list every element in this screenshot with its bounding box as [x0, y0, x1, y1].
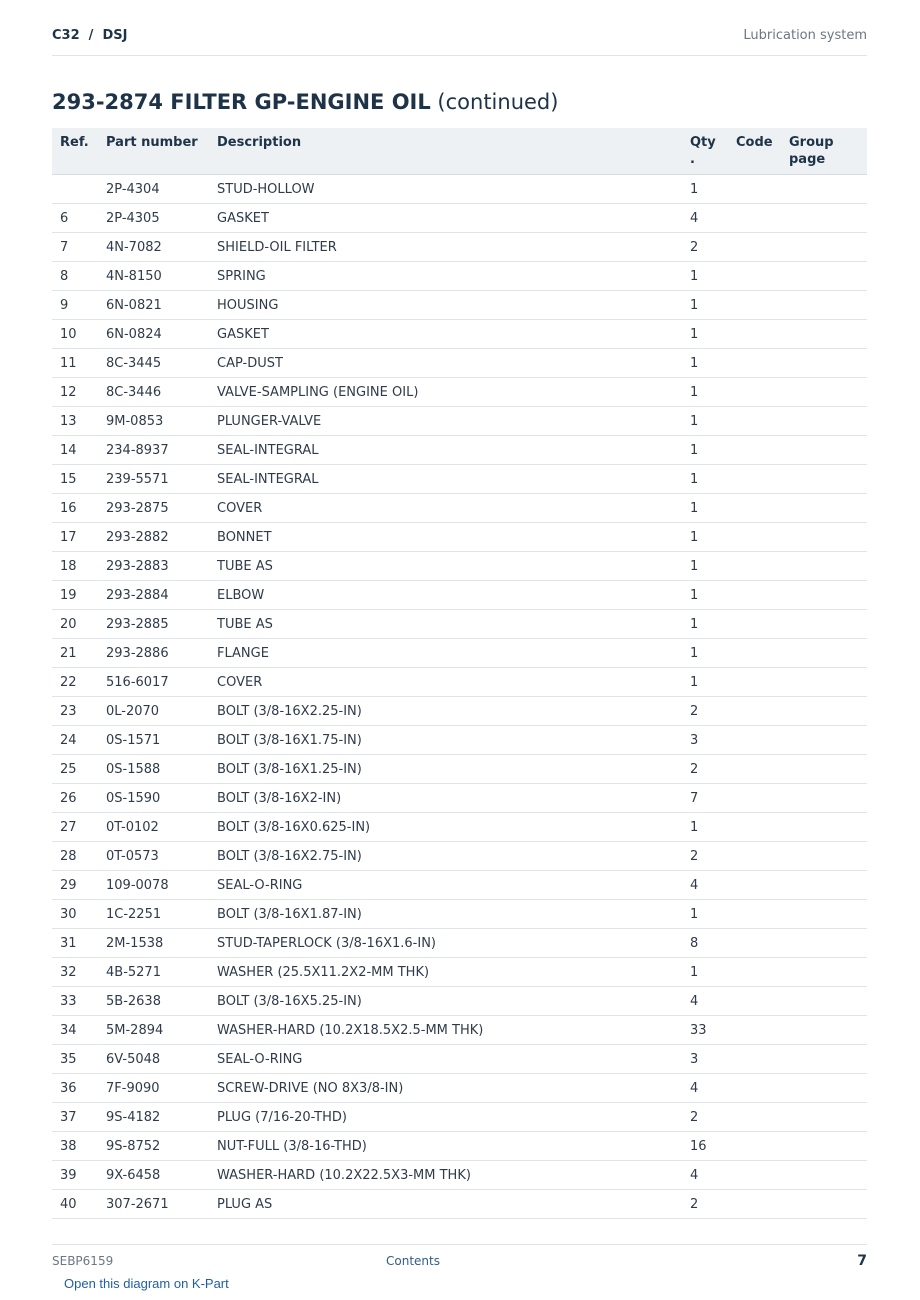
- qty-cell: 1: [682, 958, 728, 987]
- qty-cell: 2: [682, 697, 728, 726]
- part-number-cell: 0T-0573: [98, 842, 209, 871]
- qty-cell: 16: [682, 1132, 728, 1161]
- ref-cell: 40: [52, 1190, 98, 1219]
- breadcrumb: C32 / DSJ: [52, 28, 128, 43]
- part-number-cell: 293-2884: [98, 581, 209, 610]
- ref-cell: 30: [52, 900, 98, 929]
- group-page-cell: [781, 1016, 867, 1045]
- qty-cell: 1: [682, 552, 728, 581]
- table-row: [52, 1103, 867, 1132]
- ref-cell: 19: [52, 581, 98, 610]
- code-cell: [728, 320, 781, 349]
- col-code: Code: [728, 128, 781, 175]
- code-cell: [728, 1190, 781, 1219]
- code-cell: [728, 233, 781, 262]
- qty-cell: 1: [682, 900, 728, 929]
- part-number-cell: 0L-2070: [98, 697, 209, 726]
- ref-cell: 38: [52, 1132, 98, 1161]
- part-number-cell: 293-2883: [98, 552, 209, 581]
- code-cell: [728, 262, 781, 291]
- page-footer: [52, 1244, 867, 1275]
- part-number-cell: 0S-1571: [98, 726, 209, 755]
- description-cell: BOLT (3/8-16X0.625-IN): [209, 813, 682, 842]
- group-page-cell: [781, 958, 867, 987]
- part-number-cell: 4N-7082: [98, 233, 209, 262]
- qty-cell: 1: [682, 262, 728, 291]
- code-cell: [728, 1074, 781, 1103]
- open-kpart-link[interactable]: Open this diagram on K-Part: [64, 1276, 229, 1291]
- part-number-cell: 6N-0824: [98, 320, 209, 349]
- qty-cell: 3: [682, 726, 728, 755]
- qty-cell: 1: [682, 407, 728, 436]
- ref-cell: [52, 175, 98, 204]
- qty-cell: 1: [682, 175, 728, 204]
- group-page-cell: [781, 639, 867, 668]
- qty-cell: 1: [682, 291, 728, 320]
- part-number-cell: 4B-5271: [98, 958, 209, 987]
- table-row: [52, 610, 867, 639]
- col-group-page: Group page: [781, 128, 867, 175]
- part-number-cell: 0S-1590: [98, 784, 209, 813]
- qty-cell: 4: [682, 204, 728, 233]
- qty-cell: 1: [682, 349, 728, 378]
- description-cell: STUD-HOLLOW: [209, 175, 682, 204]
- part-number-cell: 307-2671: [98, 1190, 209, 1219]
- ref-cell: 8: [52, 262, 98, 291]
- parts-table: [52, 128, 867, 1219]
- description-cell: SCREW-DRIVE (NO 8X3/8-IN): [209, 1074, 682, 1103]
- qty-cell: 2: [682, 842, 728, 871]
- part-number-cell: 109-0078: [98, 871, 209, 900]
- group-page-cell: [781, 320, 867, 349]
- group-page-cell: [781, 784, 867, 813]
- ref-cell: 27: [52, 813, 98, 842]
- section-name: Lubrication system: [743, 28, 867, 43]
- description-cell: GASKET: [209, 320, 682, 349]
- code-cell: [728, 726, 781, 755]
- description-cell: TUBE AS: [209, 552, 682, 581]
- col-part-number: Part number: [98, 128, 209, 175]
- group-page-cell: [781, 1132, 867, 1161]
- ref-cell: 17: [52, 523, 98, 552]
- description-cell: BOLT (3/8-16X1.87-IN): [209, 900, 682, 929]
- description-cell: NUT-FULL (3/8-16-THD): [209, 1132, 682, 1161]
- ref-cell: 21: [52, 639, 98, 668]
- ref-cell: 31: [52, 929, 98, 958]
- description-cell: HOUSING: [209, 291, 682, 320]
- qty-cell: 33: [682, 1016, 728, 1045]
- part-number-cell: 2P-4305: [98, 204, 209, 233]
- part-number-cell: 2P-4304: [98, 175, 209, 204]
- ref-cell: 11: [52, 349, 98, 378]
- description-cell: SPRING: [209, 262, 682, 291]
- description-cell: PLUG AS: [209, 1190, 682, 1219]
- ref-cell: 20: [52, 610, 98, 639]
- qty-cell: 4: [682, 1161, 728, 1190]
- table-row: [52, 639, 867, 668]
- group-page-cell: [781, 523, 867, 552]
- description-cell: SEAL-O-RING: [209, 871, 682, 900]
- ref-cell: 34: [52, 1016, 98, 1045]
- part-number-cell: 6V-5048: [98, 1045, 209, 1074]
- qty-cell: 1: [682, 378, 728, 407]
- group-page-cell: [781, 1161, 867, 1190]
- qty-cell: 1: [682, 639, 728, 668]
- page-number: 7: [857, 1253, 867, 1269]
- code-cell: [728, 755, 781, 784]
- table-row: [52, 1190, 867, 1219]
- table-row: [52, 436, 867, 465]
- code-cell: [728, 639, 781, 668]
- code-cell: [728, 1132, 781, 1161]
- qty-cell: 1: [682, 523, 728, 552]
- description-cell: VALVE-SAMPLING (ENGINE OIL): [209, 378, 682, 407]
- table-row: [52, 175, 867, 204]
- code-cell: [728, 697, 781, 726]
- code-cell: [728, 784, 781, 813]
- description-cell: BOLT (3/8-16X5.25-IN): [209, 987, 682, 1016]
- qty-cell: 2: [682, 1103, 728, 1132]
- table-row: [52, 378, 867, 407]
- group-page-cell: [781, 552, 867, 581]
- table-row: [52, 929, 867, 958]
- table-row: [52, 1016, 867, 1045]
- description-cell: WASHER-HARD (10.2X22.5X3-MM THK): [209, 1161, 682, 1190]
- qty-cell: 4: [682, 871, 728, 900]
- description-cell: TUBE AS: [209, 610, 682, 639]
- group-page-cell: [781, 900, 867, 929]
- ref-cell: 25: [52, 755, 98, 784]
- col-ref: Ref.: [52, 128, 98, 175]
- ref-cell: 6: [52, 204, 98, 233]
- description-cell: BONNET: [209, 523, 682, 552]
- qty-cell: 1: [682, 813, 728, 842]
- ref-cell: 26: [52, 784, 98, 813]
- code-cell: [728, 349, 781, 378]
- code-cell: [728, 523, 781, 552]
- table-row: [52, 407, 867, 436]
- part-number-cell: 293-2886: [98, 639, 209, 668]
- ref-cell: 37: [52, 1103, 98, 1132]
- description-cell: SEAL-INTEGRAL: [209, 436, 682, 465]
- part-number-cell: 9S-4182: [98, 1103, 209, 1132]
- table-row: [52, 1074, 867, 1103]
- document-id: SEBP6159: [52, 1254, 114, 1268]
- code-cell: [728, 668, 781, 697]
- part-number-cell: 8C-3445: [98, 349, 209, 378]
- group-page-cell: [781, 1074, 867, 1103]
- description-cell: SEAL-O-RING: [209, 1045, 682, 1074]
- code-cell: [728, 204, 781, 233]
- table-row: [52, 320, 867, 349]
- description-cell: GASKET: [209, 204, 682, 233]
- group-page-cell: [781, 726, 867, 755]
- description-cell: SEAL-INTEGRAL: [209, 465, 682, 494]
- part-number-cell: 4N-8150: [98, 262, 209, 291]
- part-number-cell: 6N-0821: [98, 291, 209, 320]
- table-row: [52, 291, 867, 320]
- description-cell: CAP-DUST: [209, 349, 682, 378]
- qty-cell: 1: [682, 581, 728, 610]
- code-cell: [728, 407, 781, 436]
- qty-cell: 4: [682, 1074, 728, 1103]
- code-cell: [728, 987, 781, 1016]
- ref-cell: 12: [52, 378, 98, 407]
- description-cell: PLUG (7/16-20-THD): [209, 1103, 682, 1132]
- part-number-cell: 0S-1588: [98, 755, 209, 784]
- description-cell: BOLT (3/8-16X1.25-IN): [209, 755, 682, 784]
- ref-cell: 13: [52, 407, 98, 436]
- qty-cell: 2: [682, 233, 728, 262]
- code-cell: [728, 581, 781, 610]
- qty-cell: 1: [682, 465, 728, 494]
- col-qty: Qty .: [682, 128, 728, 175]
- group-page-cell: [781, 233, 867, 262]
- qty-cell: 3: [682, 1045, 728, 1074]
- table-row: [52, 697, 867, 726]
- part-number-cell: 1C-2251: [98, 900, 209, 929]
- qty-cell: 1: [682, 610, 728, 639]
- part-number-cell: 516-6017: [98, 668, 209, 697]
- table-row: [52, 726, 867, 755]
- code-cell: [728, 871, 781, 900]
- ref-cell: 14: [52, 436, 98, 465]
- code-cell: [728, 813, 781, 842]
- group-page-cell: [781, 581, 867, 610]
- ref-cell: 28: [52, 842, 98, 871]
- part-number-cell: 0T-0102: [98, 813, 209, 842]
- group-page-cell: [781, 175, 867, 204]
- part-number-cell: 7F-9090: [98, 1074, 209, 1103]
- table-row: [52, 1045, 867, 1074]
- table-row: [52, 1132, 867, 1161]
- description-cell: COVER: [209, 494, 682, 523]
- part-number-cell: 234-8937: [98, 436, 209, 465]
- table-row: [52, 668, 867, 697]
- table-row: [52, 262, 867, 291]
- part-number-cell: 9M-0853: [98, 407, 209, 436]
- ref-cell: 23: [52, 697, 98, 726]
- code-cell: [728, 929, 781, 958]
- group-page-cell: [781, 436, 867, 465]
- table-row: [52, 842, 867, 871]
- part-number-cell: 239-5571: [98, 465, 209, 494]
- code-cell: [728, 175, 781, 204]
- part-number-cell: 5M-2894: [98, 1016, 209, 1045]
- table-row: [52, 987, 867, 1016]
- ref-cell: 32: [52, 958, 98, 987]
- description-cell: BOLT (3/8-16X1.75-IN): [209, 726, 682, 755]
- group-page-cell: [781, 494, 867, 523]
- ref-cell: 15: [52, 465, 98, 494]
- table-row: [52, 204, 867, 233]
- table-row: [52, 900, 867, 929]
- ref-cell: 33: [52, 987, 98, 1016]
- table-row: [52, 871, 867, 900]
- table-row: [52, 494, 867, 523]
- qty-cell: 2: [682, 1190, 728, 1219]
- code-cell: [728, 436, 781, 465]
- description-cell: BOLT (3/8-16X2.25-IN): [209, 697, 682, 726]
- part-number-cell: 9X-6458: [98, 1161, 209, 1190]
- ref-cell: 7: [52, 233, 98, 262]
- code-cell: [728, 1103, 781, 1132]
- group-page-cell: [781, 871, 867, 900]
- group-page-cell: [781, 842, 867, 871]
- table-row: [52, 523, 867, 552]
- group-page-cell: [781, 668, 867, 697]
- code-cell: [728, 378, 781, 407]
- table-row: [52, 784, 867, 813]
- code-cell: [728, 552, 781, 581]
- group-page-cell: [781, 1190, 867, 1219]
- part-number-cell: 2M-1538: [98, 929, 209, 958]
- table-row: [52, 233, 867, 262]
- page-title: [52, 90, 558, 114]
- table-row: [52, 958, 867, 987]
- part-number-cell: 293-2885: [98, 610, 209, 639]
- table-row: [52, 552, 867, 581]
- qty-cell: 1: [682, 494, 728, 523]
- table-row: [52, 465, 867, 494]
- ref-cell: 39: [52, 1161, 98, 1190]
- code-cell: [728, 958, 781, 987]
- ref-cell: 29: [52, 871, 98, 900]
- part-number-cell: 293-2875: [98, 494, 209, 523]
- group-page-cell: [781, 465, 867, 494]
- ref-cell: 10: [52, 320, 98, 349]
- description-cell: BOLT (3/8-16X2-IN): [209, 784, 682, 813]
- ref-cell: 22: [52, 668, 98, 697]
- description-cell: PLUNGER-VALVE: [209, 407, 682, 436]
- table-row: [52, 581, 867, 610]
- code-cell: [728, 900, 781, 929]
- table-row: [52, 813, 867, 842]
- code-cell: [728, 610, 781, 639]
- code-cell: [728, 1016, 781, 1045]
- table-row: [52, 349, 867, 378]
- table-row: [52, 1161, 867, 1190]
- description-cell: COVER: [209, 668, 682, 697]
- ref-cell: 35: [52, 1045, 98, 1074]
- title-main: 293-2874 FILTER GP-ENGINE OIL: [52, 90, 431, 114]
- title-suffix: (continued): [430, 90, 559, 114]
- contents-link[interactable]: Contents: [386, 1254, 440, 1268]
- qty-cell: 4: [682, 987, 728, 1016]
- table-row: [52, 755, 867, 784]
- code-cell: [728, 842, 781, 871]
- description-cell: ELBOW: [209, 581, 682, 610]
- group-page-cell: [781, 929, 867, 958]
- group-page-cell: [781, 291, 867, 320]
- group-page-cell: [781, 204, 867, 233]
- description-cell: FLANGE: [209, 639, 682, 668]
- group-page-cell: [781, 1103, 867, 1132]
- ref-cell: 36: [52, 1074, 98, 1103]
- group-page-cell: [781, 697, 867, 726]
- qty-cell: 8: [682, 929, 728, 958]
- description-cell: BOLT (3/8-16X2.75-IN): [209, 842, 682, 871]
- description-cell: SHIELD-OIL FILTER: [209, 233, 682, 262]
- part-number-cell: 8C-3446: [98, 378, 209, 407]
- ref-cell: 16: [52, 494, 98, 523]
- qty-cell: 2: [682, 755, 728, 784]
- group-page-cell: [781, 1045, 867, 1074]
- group-page-cell: [781, 610, 867, 639]
- code-cell: [728, 494, 781, 523]
- qty-cell: 7: [682, 784, 728, 813]
- description-cell: WASHER (25.5X11.2X2-MM THK): [209, 958, 682, 987]
- group-page-cell: [781, 407, 867, 436]
- group-page-cell: [781, 349, 867, 378]
- part-number-cell: 9S-8752: [98, 1132, 209, 1161]
- group-page-cell: [781, 813, 867, 842]
- description-cell: STUD-TAPERLOCK (3/8-16X1.6-IN): [209, 929, 682, 958]
- code-cell: [728, 1045, 781, 1074]
- qty-cell: 1: [682, 668, 728, 697]
- code-cell: [728, 465, 781, 494]
- ref-cell: 24: [52, 726, 98, 755]
- description-cell: WASHER-HARD (10.2X18.5X2.5-MM THK): [209, 1016, 682, 1045]
- qty-cell: 1: [682, 320, 728, 349]
- group-page-cell: [781, 378, 867, 407]
- ref-cell: 9: [52, 291, 98, 320]
- part-number-cell: 293-2882: [98, 523, 209, 552]
- group-page-cell: [781, 262, 867, 291]
- ref-cell: 18: [52, 552, 98, 581]
- table-header-row: [52, 128, 867, 175]
- group-page-cell: [781, 987, 867, 1016]
- col-description: Description: [209, 128, 682, 175]
- code-cell: [728, 1161, 781, 1190]
- code-cell: [728, 291, 781, 320]
- group-page-cell: [781, 755, 867, 784]
- page-header: [52, 28, 867, 56]
- part-number-cell: 5B-2638: [98, 987, 209, 1016]
- qty-cell: 1: [682, 436, 728, 465]
